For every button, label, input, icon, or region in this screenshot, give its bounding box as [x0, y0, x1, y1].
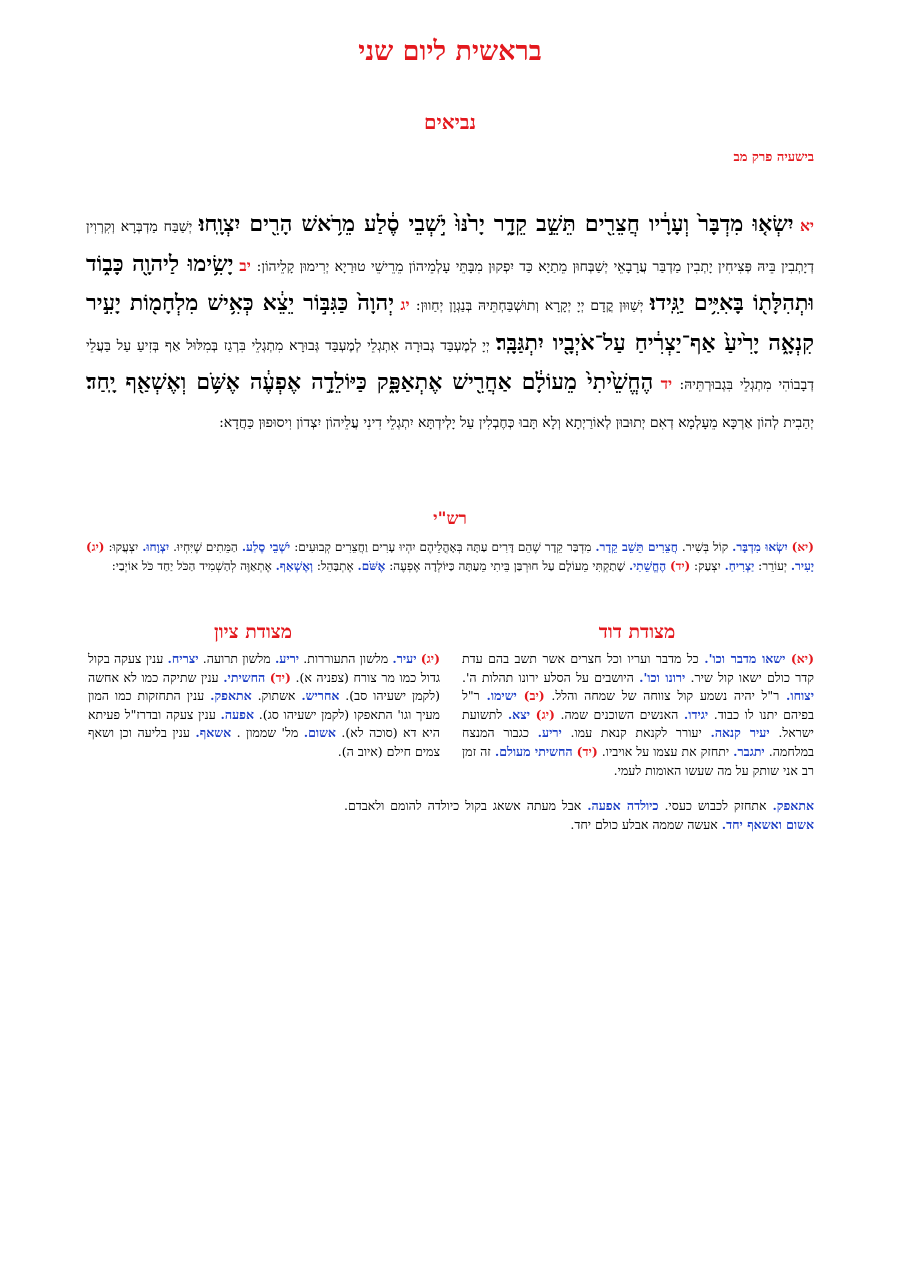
md-text: זה זמן רב אני שותק על מה שעשו האומות לעמי. — [462, 743, 814, 778]
mz-head: יעיר. — [392, 651, 417, 666]
rashi-text: מִדְבַּר קֵדָר שֶׁהֵם דָּרִים עַתָּה בְּאָהֳלֵיהֶם יִהְיוּ עָרִים וַחֲצֵרִים קְבוּעִים: — [294, 540, 592, 554]
mz-head: יצריח. — [167, 651, 199, 666]
verse-number: יג — [400, 295, 410, 314]
verse-number: יא — [799, 216, 814, 235]
mz-head: אשום. — [303, 725, 336, 741]
md-head: אשום ואשאף יחד. — [721, 816, 814, 832]
rashi-label: (יג) — [86, 540, 105, 554]
verse-number: יב — [239, 255, 251, 275]
rashi-head: יַצְרִיחַ. — [724, 559, 755, 573]
mz-text: מל' שממון . — [236, 725, 299, 741]
verses-block — [86, 206, 814, 441]
md-head: ישימו. — [486, 688, 517, 704]
rashi-text: קוֹל בְּשִׁיר. — [681, 540, 729, 554]
md-text: אבל מעתה אשאג בקול כיולדה להומם ולאבדם. — [344, 798, 582, 813]
md-label: (יד) — [576, 743, 598, 759]
md-head: החשיתי מעולם. — [494, 743, 573, 759]
mz-text: אשתוק. — [257, 688, 296, 704]
mz-head: אשאף. — [195, 725, 232, 741]
mz-head: אתאפק. — [210, 688, 252, 704]
targum-text: יְשַׁבַּח מַדְבְּרָא וְקִרְוִין דְיָתְבִין בֵּיהּ פְּצִיחִין יָתְבִין מַדְבַּר עֲרָבָאֵי יְשַׁבְּחוּן מֵתַיָא כַּד יִפְקוּן מִבָּתֵּי עָלְמֵיהוֹן מֵרֵישֵׁי טוּרַיָא יְרִימוּן קָלֵיהוֹן: — [86, 219, 814, 275]
md-text: כל מדבר ועריו וכל חצרים אשר תשב בהם עדת קדר כולם ישאו קול שיר. — [462, 651, 814, 685]
rashi-commentary — [86, 538, 814, 576]
mz-text: ענין צעקה ובדרז"ל פעיתא היא דא (סוכה לא). — [88, 706, 440, 741]
md-text: היושבים על הסלע ירונו תהלות ה'. — [462, 669, 634, 685]
rashi-head: אֶשֹּׁם. — [357, 559, 386, 573]
mz-head: החשיתי. — [223, 669, 266, 685]
md-head: יריע. — [537, 725, 562, 741]
chapter-reference: בישעיה פרק מב — [733, 150, 814, 165]
md-label: (יב) — [523, 688, 545, 704]
mz-text: מלשון תרועה. — [202, 651, 271, 666]
metzudat-zion-heading: מצודת ציון — [213, 621, 293, 643]
md-text: כגבור המנצח במלחמה. — [462, 725, 815, 759]
rashi-head: יִשְׂאוּ מִדְבָּר. — [732, 540, 788, 554]
verse-text: יָשִׂ֥ימוּ לַיהוָ֖ה כָּב֑וֹד וּתְהִלָּת֖וֹ בָּאִיִּ֥ים יַגִּֽידוּ׃ — [86, 250, 814, 316]
verse-text: הֶחֱשֵׁ֙יתִי֙ מֵעוֹלָ֔ם אַחֲרִ֖ישׁ אֶתְאַפָּ֑ק כַּיּוֹלֵדָ֣ה אֶפְעֶ֔ה אֶשֹּׁ֥ם וְאֶשְׁאַ֖ף יָֽחַד׃ — [86, 369, 654, 395]
md-text: אעשה שממה אבלע כולם יחד. — [570, 816, 718, 832]
mz-text: ענין צעקה בקול גדול כמו מר צורח (צפניה א). — [88, 651, 440, 685]
md-head: יצוחו. — [786, 688, 814, 704]
metzudat-david-heading: מצודת דוד — [598, 621, 676, 643]
md-head: יגידו. — [683, 706, 709, 722]
targum-text: יְשַׁוּוּן קֳדָם יְיָ יְקָרָא וְתוּשְׁבַּחְתֵּיהּ בְּנַגְוָן יְחַווּן: — [415, 298, 644, 314]
md-text: האנשים השוכנים שמה. — [560, 706, 679, 722]
md-head: אתאפק. — [772, 798, 814, 813]
mz-text: ענין בליעה וכן ושאף צמים חילם (איוב ה). — [88, 725, 440, 759]
md-text: ר"ל בפיהם יתנו לו כבוד. — [462, 688, 814, 722]
rashi-head: חֲצֵרִים תֵּשֵׁב קֵדָר. — [595, 540, 678, 554]
rashi-head: וְאֶשְׁאַף. — [275, 559, 313, 573]
md-label: (יג) — [535, 706, 555, 722]
targum-text: יְהַבִית לְהוֹן אַרְכָּא מֵעָלְמָא דְאִם יְתוּבוּן לְאוֹרַיְתָא וְלָא תָּבוּ כְּחֶבְלִין עַל יָלְידְתָּא יִתְגְלֵי דִינִי עֲלֵיהוֹן יִצְדוֹן וִיסוּפוּן כַּחֲדָא: — [219, 414, 814, 431]
rashi-head: יָעִיר. — [790, 559, 814, 573]
metzudat-david-tail — [344, 797, 814, 834]
mz-head: אחריש. — [301, 688, 340, 704]
rashi-head: יִצְוָחוּ. — [142, 540, 170, 554]
rashi-text: יִצְעַק: — [694, 559, 721, 573]
mz-text: מלשון התעוררות. — [303, 651, 389, 666]
md-text: יעורר לקנאת קנאת עמו. — [570, 725, 702, 741]
md-head: כיולדה אפעה. — [587, 798, 659, 813]
mz-text: ענין שתיקה כמו לא אחשה (לקמן ישעיהו סב). — [88, 669, 440, 704]
rashi-text: אֶתְאַוֶּה לְהַשְׁמִיד הַכֹּל יַחַד כֹּל אוֹיְבַי: — [111, 559, 272, 573]
md-head: יעיר קנאה. — [710, 725, 770, 741]
md-head: יתגבר. — [733, 743, 765, 759]
md-label: (יא) — [790, 651, 814, 666]
md-head: ירונו וכו'. — [639, 669, 686, 685]
rashi-heading: רש"י — [433, 509, 467, 529]
rashi-label: (יד) — [669, 559, 691, 573]
md-head: ישאו מדבר וכו'. — [704, 651, 786, 666]
verse-text: יִשְׂא֤וּ מִדְבָּר֙ וְעָרָ֔יו חֲצֵרִ֖ים תֵּשֵׁ֣ב קֵדָ֑ר יָרֹ֙נּוּ֙ יֹ֣שְׁבֵי סֶ֔לַע מֵרֹ֥אשׁ הָרִ֖ים יִצְוָֽחוּ׃ — [198, 211, 794, 237]
targum-text: יְיָ לְמֶעְבַּד גְבוּרָה אִתְגְלֵי לְמֶעְבַּד גְּבוּרָא מִתְגְלֵי בִּרְגַז בְּמִלּוּל אַף בְּזִיעַ עַל בַּעֲלֵי דְבָבוֹהִי מִתְגְלֵי בִּגְבוּרְתֵּיהּ: — [86, 337, 814, 393]
rashi-head: הֶחֱשֵׁתִי. — [628, 559, 667, 573]
verse-number: יד — [660, 374, 673, 393]
metzudat-david-column — [462, 650, 814, 780]
md-text: יתחזק את עצמו על אויביו. — [601, 743, 730, 759]
rashi-label: (יא) — [791, 540, 814, 554]
mz-label: (יד) — [269, 669, 291, 685]
verse-text: יְהוָה֙ כַּגִּבּ֣וֹר יֵצֵ֔א כְּאִ֥ישׁ מִלְחָמ֖וֹת יָעִ֣יר קִנְאָ֑ה יָרִ֙יעַ֙ אַף־יַצְרִ֔יחַ עַל־אֹיְבָ֖יו יִתְגַּבָּֽר׃ — [86, 290, 814, 356]
rashi-text: הַמֵּתִים שֶׁיִּחְיוּ. — [173, 540, 238, 554]
mz-head: אפעה. — [220, 706, 254, 722]
mz-text: ענין התחזקות כמו המון מעיך וגו' התאפקו (לקמן ישעיהו סג). — [88, 688, 440, 722]
mz-head: יריע. — [274, 651, 300, 666]
rashi-text: יְעוֹרֵר: — [758, 559, 788, 573]
page-title: בראשית ליום שני — [358, 36, 542, 67]
section-title: נביאים — [424, 110, 476, 134]
md-text: אתחזק לכבוש כעסי. — [664, 798, 767, 813]
metzudat-zion-column — [88, 650, 440, 762]
md-text: לתשועת ישראל. — [462, 706, 814, 741]
mz-label: (יג) — [420, 651, 440, 666]
rashi-text: שָׁתַקְתִּי מֵעוֹלָם עַל חוּרְבַּן בֵּיתִי מֵעַתָּה כַּיּוֹלְדָה אֶפְעֶה: — [389, 559, 626, 573]
rashi-text: אֶתְבַּהֵל: — [316, 559, 354, 573]
rashi-text: יִצְעֲקוּ: — [108, 540, 139, 554]
rashi-head: יֹשְׁבֵי סֶלַע. — [241, 540, 291, 554]
md-text: ר"ל יהיה נשמע קול צווחה של שמחה והלל. — [551, 688, 780, 704]
md-head: יצא. — [507, 706, 531, 722]
